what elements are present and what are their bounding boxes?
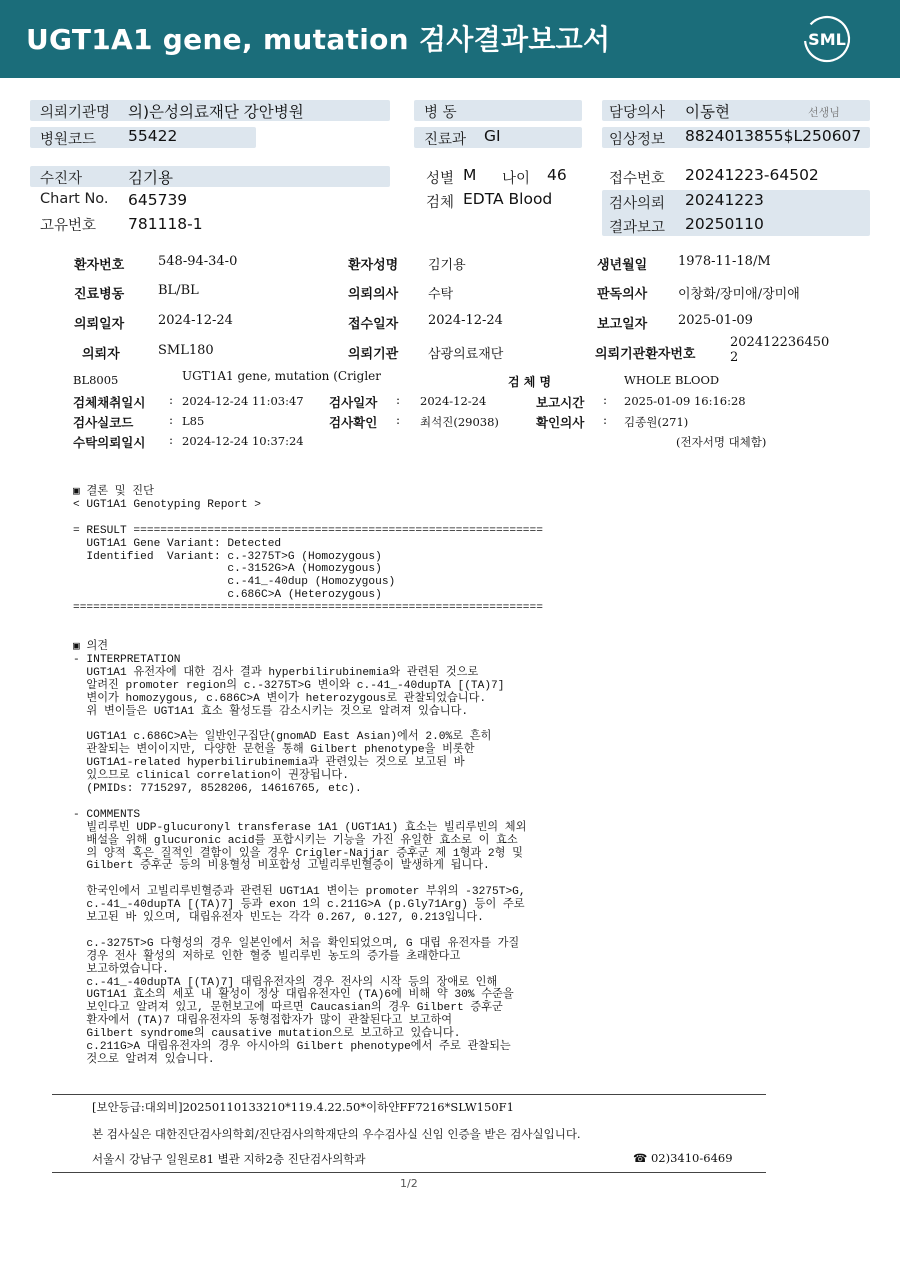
security-line: [보안등급:대외비]20250110133210*119.4.22.50*이하얀FF7216*SLW150F1 <box>92 1100 514 1114</box>
colon: : <box>396 413 401 427</box>
test-confirm-value: 최석진(29038) <box>420 415 499 429</box>
doctor-suffix: 선생님 <box>808 106 840 119</box>
sml-logo-icon <box>802 14 852 64</box>
receipt-value: 20241223-64502 <box>685 166 819 184</box>
doctor-label: 담당의사 <box>609 105 666 121</box>
chart-value: 645739 <box>128 191 188 209</box>
sml-logo <box>802 14 852 64</box>
certification-line: 본 검사실은 대한진단검사의학회/진단검사의학재단의 우수검사실 신임 인증을 받은 검사실입니다. <box>92 1127 581 1141</box>
patient-no-value: 548-94-34-0 <box>158 254 238 269</box>
result-block: ▣ 결론 및 진단 < UGT1A1 Genotyping Report > = RESULT ============================================================= UGT1A1 Gene Variant: Detected Identified Variant: c.-3275T>G (Homozygous) c.-3152G>A (Homozygous) c.-41_-40dup (Homozygous) c.686C>A (Heterozygous) ====================================================================== <box>73 486 543 615</box>
colon: : <box>169 413 174 427</box>
institution-value: 의)은성의료재단 강안병원 <box>128 103 304 121</box>
address-line: 서울시 강남구 일원로81 별관 지하2층 진단검사의학과 <box>92 1152 366 1166</box>
reading-doctor-value: 이창화/장미애/장미애 <box>678 287 800 302</box>
doctor-value: 이동현 <box>685 103 730 121</box>
lab-code-value: L85 <box>182 414 205 428</box>
specimen-value: EDTA Blood <box>463 190 553 208</box>
consign-time-value: 2024-12-24 10:37:24 <box>182 434 304 448</box>
footer-top-rule <box>52 1094 766 1095</box>
requester-label: 의뢰자 <box>82 347 120 362</box>
org-patient-no-value-cont: 2 <box>730 350 739 365</box>
lab-code-label: 검사실코드 <box>73 415 134 430</box>
clinical-label: 임상정보 <box>609 132 666 148</box>
colon: : <box>603 393 608 407</box>
report-title: UGT1A1 gene, mutation 검사결과보고서 <box>26 23 611 56</box>
confirm-doctor-label: 확인의사 <box>536 415 585 430</box>
request-date-value: 2024-12-24 <box>158 313 233 328</box>
hospital-code-value: 55422 <box>128 127 178 145</box>
chart-label: Chart No. <box>40 191 109 207</box>
specimen-name-value: WHOLE BLOOD <box>624 373 720 387</box>
birth-value: 1978-11-18/M <box>678 254 771 269</box>
colon: : <box>396 393 401 407</box>
request-date-label: 의뢰일자 <box>74 317 125 332</box>
footer-bottom-rule <box>52 1172 766 1173</box>
ordering-doctor-value: 수탁 <box>428 287 454 302</box>
birth-label: 생년월일 <box>597 258 648 273</box>
test-name: UGT1A1 gene, mutation (Crigler <box>182 369 382 383</box>
request-value: 20241223 <box>685 191 764 209</box>
test-date-value: 2024-12-24 <box>420 394 487 408</box>
report-value: 20250110 <box>685 215 764 233</box>
opinion-block: ▣ 의견 - INTERPRETATION UGT1A1 유전자에 대한 검사 결과 hyperbilirubinemia와 관련된 것으로 알려진 promoter region의 c.-3275T>G 변이와 c.-41_-40dupTA [(TA)7] 변이가 homozygous, c.686C>A 변이가 heterozygous로 관찰되었습니다. 위 변이들은 UGT1A1 효소 활성도를 감소시키는 것으로 알려져 있습니다. UGT1A1 c.686C>A는 일반인구집단(gnomAD East Asian)에서 2.0%로 흔히 관찰되는 변이이지만, 다양한 문헌을 통해 Gilbert phenotype을 비롯한 UGT1A1-related hyperbilirubinemia과 관련있는 것으로 보고된 바 있으므로 clinical correlation이 권장됩니다. (PMIDs: 7715297, 8528206, 14616765, etc). - COMMENTS 빌리루빈 UDP-glucuronyl transferase 1A1 (UGT1A1) 효소는 빌리루빈의 체외 배설을 위해 glucuronic acid를 포합시키는 기능을 가진 유일한 효소로 이 효소 의 양적 혹은 질적인 결함이 있을 경우 Crigler-Najjar 증후군 제 1형과 2형 및 Gilbert 증후군 등의 비용혈성 비포합성 고빌리루빈혈증이 발생하게 됩니다. 한국인에서 고빌리루빈혈증과 관련된 UGT1A1 변이는 promoter 부위의 -3275T>G, c.-41_-40dupTA [(TA)7] 등과 exon 1의 c.211G>A (p.Gly71Arg) 등이 주로 보고된 바 있으며, 대립유전자 빈도는 각각 0.267, 0.127, 0.213입니다. c.-3275T>G 다형성의 경우 일본인에서 처음 확인되었으며, G 대립 유전자를 가질 경우 전사 활성의 저하로 인한 혈중 빌리루빈 농도의 증가를 초래한다고 보고하였습니다. c.-41_-40dupTA [(TA)7] 대립유전자의 경우 전사의 시작 등의 장애로 인해 UGT1A1 효소의 세포 내 활성이 정상 대립유전자인 (TA)6에 비해 약 30% 수준을 보인다고 알려져 있고, 문헌보고에 따르면 Caucasian의 경우 Gilbert 증후군 환자에서 (TA)7 대립유전자의 동형접합자가 많이 관찰된다고 보고하여 Gilbert syndrome의 causative mutation으로 보고하고 있습니다. c.211G>A 대립유전자의 경우 아시아의 Gilbert phenotype에서 주로 관찰되는 것으로 알려져 있습니다. <box>73 641 527 1066</box>
colon: : <box>169 393 174 407</box>
report-time-value: 2025-01-09 16:16:28 <box>624 394 746 408</box>
esign-note: (전자서명 대체함) <box>676 435 767 449</box>
report-label: 결과보고 <box>609 220 666 236</box>
age-label: 나이 <box>502 171 531 187</box>
phone-line: ☎ 02)3410-6469 <box>633 1151 733 1165</box>
report-date-label: 보고일자 <box>597 317 648 332</box>
org-patient-no-label: 의뢰기관환자번호 <box>595 347 696 362</box>
reading-doctor-label: 판독의사 <box>597 287 648 302</box>
test-date-label: 검사일자 <box>329 395 378 410</box>
institution-label: 의뢰기관명 <box>40 105 111 121</box>
patient-name-value: 김기용 <box>428 258 466 273</box>
svg-text:SML: SML <box>808 30 846 49</box>
report-date-value: 2025-01-09 <box>678 313 753 328</box>
collect-time-label: 검체채취일시 <box>73 395 146 410</box>
sex-value: M <box>463 166 477 184</box>
requesting-org-value: 삼광의료재단 <box>428 347 504 362</box>
requesting-org-label: 의뢰기관 <box>348 347 399 362</box>
collect-time-value: 2024-12-24 11:03:47 <box>182 394 304 408</box>
dept-value: GI <box>484 127 501 145</box>
test-confirm-label: 검사확인 <box>329 415 378 430</box>
colon: : <box>169 433 174 447</box>
patient-no-label: 환자번호 <box>74 258 125 273</box>
org-patient-no-value: 202412236450 <box>730 335 830 350</box>
receipt-date-value: 2024-12-24 <box>428 313 503 328</box>
clinical-value: 8824013855$L250607 <box>685 127 862 145</box>
patient-value: 김기용 <box>128 169 173 187</box>
patient-name-label: 환자성명 <box>348 258 399 273</box>
report-header <box>0 0 900 78</box>
patient-band <box>30 166 390 187</box>
ordering-doctor-label: 의뢰의사 <box>348 287 399 302</box>
specimen-label: 검체 <box>426 195 455 211</box>
ward-label: 병 동 <box>424 105 457 121</box>
test-code: BL8005 <box>73 373 119 387</box>
colon: : <box>603 413 608 427</box>
receipt-date-label: 접수일자 <box>348 317 399 332</box>
consign-time-label: 수탁의뢰일시 <box>73 435 146 450</box>
patient-label: 수진자 <box>40 171 83 187</box>
ward-table-label: 진료병동 <box>74 287 125 302</box>
age-value: 46 <box>547 166 567 184</box>
ward-table-value: BL/BL <box>158 283 199 298</box>
page-number: 1/2 <box>400 1177 418 1190</box>
specimen-name-label: 검 체 명 <box>508 375 552 389</box>
receipt-label: 접수번호 <box>609 171 666 187</box>
unique-value: 781118-1 <box>128 215 203 233</box>
hospital-code-label: 병원코드 <box>40 132 97 148</box>
dept-label: 진료과 <box>424 132 467 148</box>
requester-value: SML180 <box>158 343 214 358</box>
unique-label: 고유번호 <box>40 218 97 234</box>
confirm-doctor-value: 김종원(271) <box>624 415 689 429</box>
report-time-label: 보고시간 <box>536 395 585 410</box>
request-label: 검사의뢰 <box>609 196 666 212</box>
sex-label: 성별 <box>426 171 455 187</box>
